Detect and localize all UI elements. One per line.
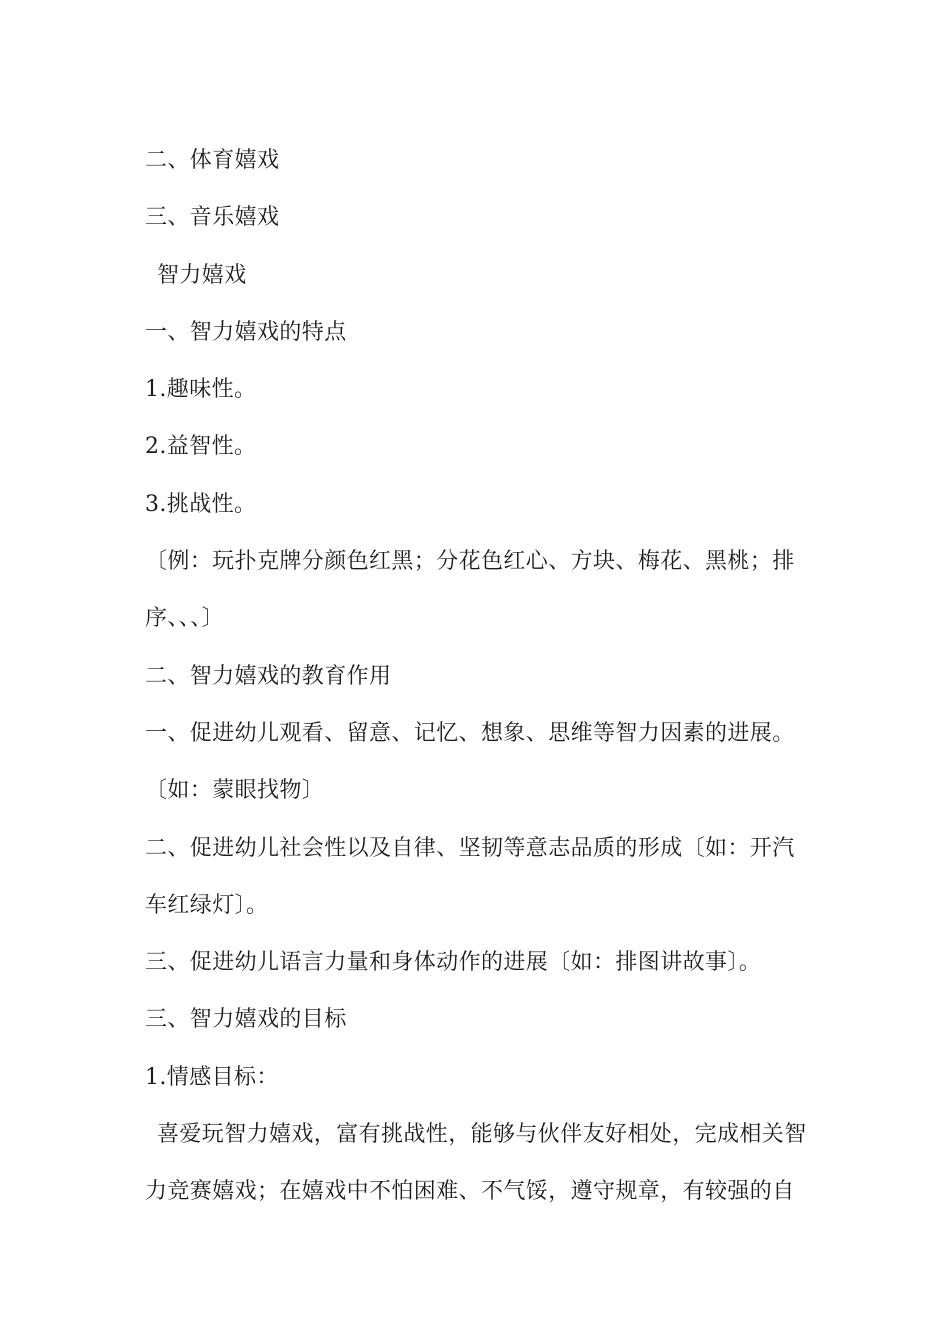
paragraph-role-1: 一、促进幼儿观看、留意、记忆、想象、思维等智力因素的进展。 xyxy=(145,720,795,746)
list-item-emotional-goal: 1.情感目标： xyxy=(145,1064,279,1090)
paragraph-role-3: 三、促进幼儿语言力量和身体动作的进展〔如：排图讲故事〕。 xyxy=(145,950,762,976)
list-item-fun: 1.趣味性。 xyxy=(145,377,257,403)
list-item-challenge: 3.挑战性。 xyxy=(145,491,257,517)
paragraph-goal-line-2: 力竞赛嬉戏；在嬉戏中不怕困难、不气馁，遵守规章，有较强的自 xyxy=(145,1179,795,1205)
paragraph-role-2-line-2: 车红绿灯〕。 xyxy=(145,892,269,918)
section-title-intellectual-games: 智力嬉戏 xyxy=(157,262,247,288)
list-item-educational: 2.益智性。 xyxy=(145,434,257,460)
document-body xyxy=(145,132,810,1221)
paragraph-goal-line-1: 喜爱玩智力嬉戏，富有挑战性，能够与伙伴友好相处，完成相关智 xyxy=(157,1122,807,1148)
paragraph-example-line-1: 〔例：玩扑克牌分颜色红黑；分花色红心、方块、梅花、黑桃；排 xyxy=(145,549,795,575)
paragraph-example-line-2: 序、、、〕 xyxy=(145,606,225,632)
heading-music-games: 三、音乐嬉戏 xyxy=(145,205,280,231)
heading-characteristics: 一、智力嬉戏的特点 xyxy=(145,319,347,345)
heading-sports-games: 二、体育嬉戏 xyxy=(145,148,280,173)
paragraph-role-2-line-1: 二、促进幼儿社会性以及自律、坚韧等意志品质的形成〔如：开汽 xyxy=(145,835,795,861)
paragraph-role-1-example: 〔如：蒙眼找物〕 xyxy=(145,778,325,804)
heading-goals: 三、智力嬉戏的目标 xyxy=(145,1007,347,1033)
heading-educational-role: 二、智力嬉戏的教育作用 xyxy=(145,663,392,689)
